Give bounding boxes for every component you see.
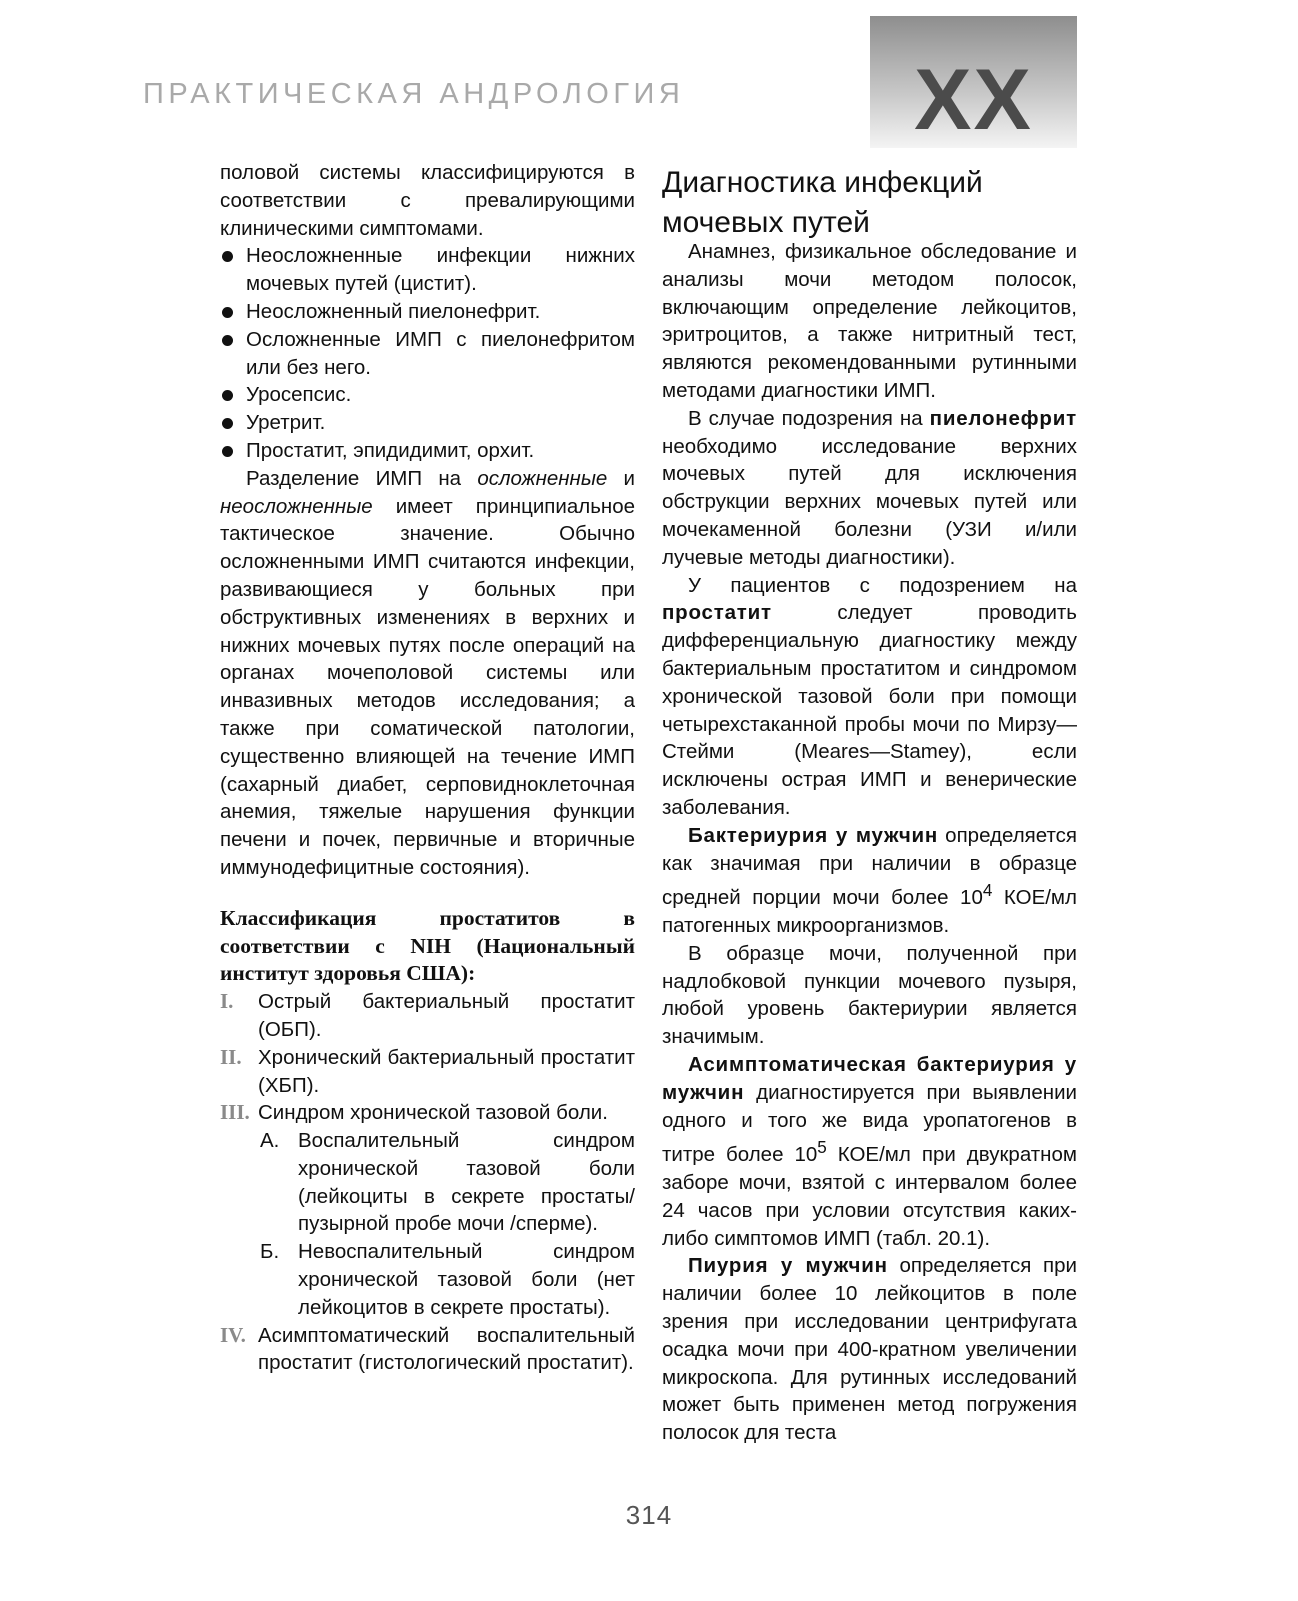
list-item-text: Уросепсис. xyxy=(246,383,352,407)
list-item xyxy=(220,381,635,409)
subitem-letter: Б. xyxy=(260,1240,280,1264)
body-paragraph: У пациентов с подозрением на простатит следует проводить дифференциальную диагностику между бактериальным простатитом и синдромом хронической тазовой боли при помощи четырехстаканной пробы мочи по Мирзу—Стейми (Meares—Stamey), если исключены острая ИМП и венерические заболевания. xyxy=(662,573,1077,819)
list-item-text: Неосложненный пиелонефрит. xyxy=(246,299,541,323)
classification-text: Острый бактериальный простатит (ОБП). xyxy=(258,990,635,1041)
emphasis-text: неосложненные xyxy=(220,494,373,518)
right-column xyxy=(662,238,1077,1447)
roman-numeral: III. xyxy=(220,1100,250,1125)
subitem-letter: А. xyxy=(260,1129,280,1153)
subclassification-item xyxy=(220,1127,635,1238)
emphasis-text: осложненные xyxy=(477,466,608,490)
body-paragraph: Анамнез, физикальное обследование и анализы мочи методом полосок, включающим определение лейкоцитов, эритроцитов, а также нитритный тест, являются рекомендованными рутинными методами диагностики ИМП. xyxy=(662,240,1077,402)
body-paragraph: Асимптоматическая бактериурия у мужчин диагностируется при выявлении одного и того же вида уропатогенов в титре более $10^5$ КОЕ/мл при двукратном заборе мочи, взятой с интервалом более 24 часов при условии отсутствия каких-либо симптомов ИМП (табл. 20.1). xyxy=(662,1052,1077,1250)
chapter-number: XX xyxy=(914,52,1033,148)
keyword: пиелонефрит xyxy=(929,406,1077,430)
body-paragraph: Пиурия у мужчин определяется при наличии более 10 лейкоцитов в поле зрения при исследовании центрифугата осадка мочи при 400-кратном увеличении микроскопа. Для рутинных исследований может быть применен метод погружения полосок для теста xyxy=(662,1254,1077,1445)
subitem-text: Невоспалительный синдром хронической тазовой боли (нет лейкоцитов в секрете простаты). xyxy=(298,1240,635,1319)
keyword: простатит xyxy=(662,601,772,625)
classification-item xyxy=(220,988,635,1044)
page-number: 314 xyxy=(625,1500,673,1530)
body-paragraph: Разделение ИМП на осложненные и неосложненные имеет принципиальное тактическое значение. Обычно осложненными ИМП считаются инфекции, развивающиеся у больных при обструктивных изменениях в верхних и нижних мочевых путях после операций на органах мочеполовой системы или инвазивных методов исследования; а также при соматической патологии, существенно влияющей на течение ИМП (сахарный диабет, серповидноклеточная анемия, тяжелые нарушения функции печени и почек, первичные и вторичные иммунодефицитные состояния). xyxy=(220,466,635,879)
list-item xyxy=(220,326,635,382)
list-item xyxy=(220,242,635,298)
subclassification-list xyxy=(220,1127,635,1322)
body-paragraph: В образце мочи, полученной при надлобковой пункции мочевого пузыря, любой уровень бактериурии является значимым. xyxy=(662,941,1077,1049)
list-item-text: Простатит, эпидидимит, орхит. xyxy=(246,438,535,462)
bullet-icon xyxy=(222,390,233,401)
body-paragraph: В случае подозрения на пиелонефрит необходимо исследование верхних мочевых путей для исключения обструкции верхних мочевых путей или мочекаменной болезни (УЗИ и/или лучевые методы диагностики). xyxy=(662,406,1077,569)
classification-text: Хронический бактериальный простатит (ХБП). xyxy=(258,1045,635,1097)
roman-numeral: I. xyxy=(220,989,234,1014)
subclassification-item xyxy=(220,1238,635,1321)
list-item-text: Уретрит. xyxy=(246,411,326,435)
classification-item xyxy=(220,1099,635,1127)
bullet-icon xyxy=(222,335,233,346)
classification-text: Асимптоматический воспалительный простатит (гистологический простатит). xyxy=(258,1323,635,1375)
keyword: Пиурия у мужчин xyxy=(688,1254,888,1278)
bullet-icon xyxy=(222,418,233,429)
list-item xyxy=(220,298,635,326)
exponent: 4 xyxy=(982,881,993,901)
bullet-icon xyxy=(222,251,233,262)
chapter-tab xyxy=(870,16,1077,148)
section-heading: Диагностика инфекций мочевых путей xyxy=(662,166,983,240)
roman-numeral: II. xyxy=(220,1044,242,1069)
exponent: 5 xyxy=(817,1138,827,1158)
classification-text: Синдром хронической тазовой боли. xyxy=(258,1101,608,1125)
classification-list-cont xyxy=(220,1322,635,1378)
classification-item xyxy=(220,1044,635,1100)
classification-list xyxy=(220,988,635,1127)
intro-paragraph: половой системы классифицируются в соответствии с превалирующими клиническими симптомами. xyxy=(220,161,635,240)
classification-item xyxy=(220,1322,635,1378)
list-item xyxy=(220,437,635,465)
roman-numeral: IV. xyxy=(220,1322,246,1347)
section-title: Классификация простатитов в соответствии с NIH (Национальный институт здоровья США): xyxy=(220,905,635,986)
keyword: Бактериурия у мужчин xyxy=(688,823,939,847)
bullet-icon xyxy=(222,307,233,318)
list-item xyxy=(220,409,635,437)
list-item-text: Неосложненные инфекции нижних мочевых путей (цистит). xyxy=(246,244,635,296)
left-column xyxy=(220,159,635,1377)
keyword: Асимптоматическая бактериурия у мужчин xyxy=(662,1052,1077,1104)
bullet-icon xyxy=(222,446,233,457)
body-paragraph: Бактериурия у мужчин определяется как значимая при наличии в образце средней порции мочи более $10^4$ КОЕ/мл патогенных микроорганизмов. xyxy=(662,823,1077,937)
list-item-text: Осложненные ИМП с пиелонефритом или без него. xyxy=(246,327,635,379)
infection-list xyxy=(220,242,635,464)
running-head: ПРАКТИЧЕСКАЯ АНДРОЛОГИЯ xyxy=(143,78,685,110)
subitem-text: Воспалительный синдром хронической тазовой боли (лейкоциты в секрете простаты/пузырной пробе мочи /сперме). xyxy=(298,1129,635,1236)
